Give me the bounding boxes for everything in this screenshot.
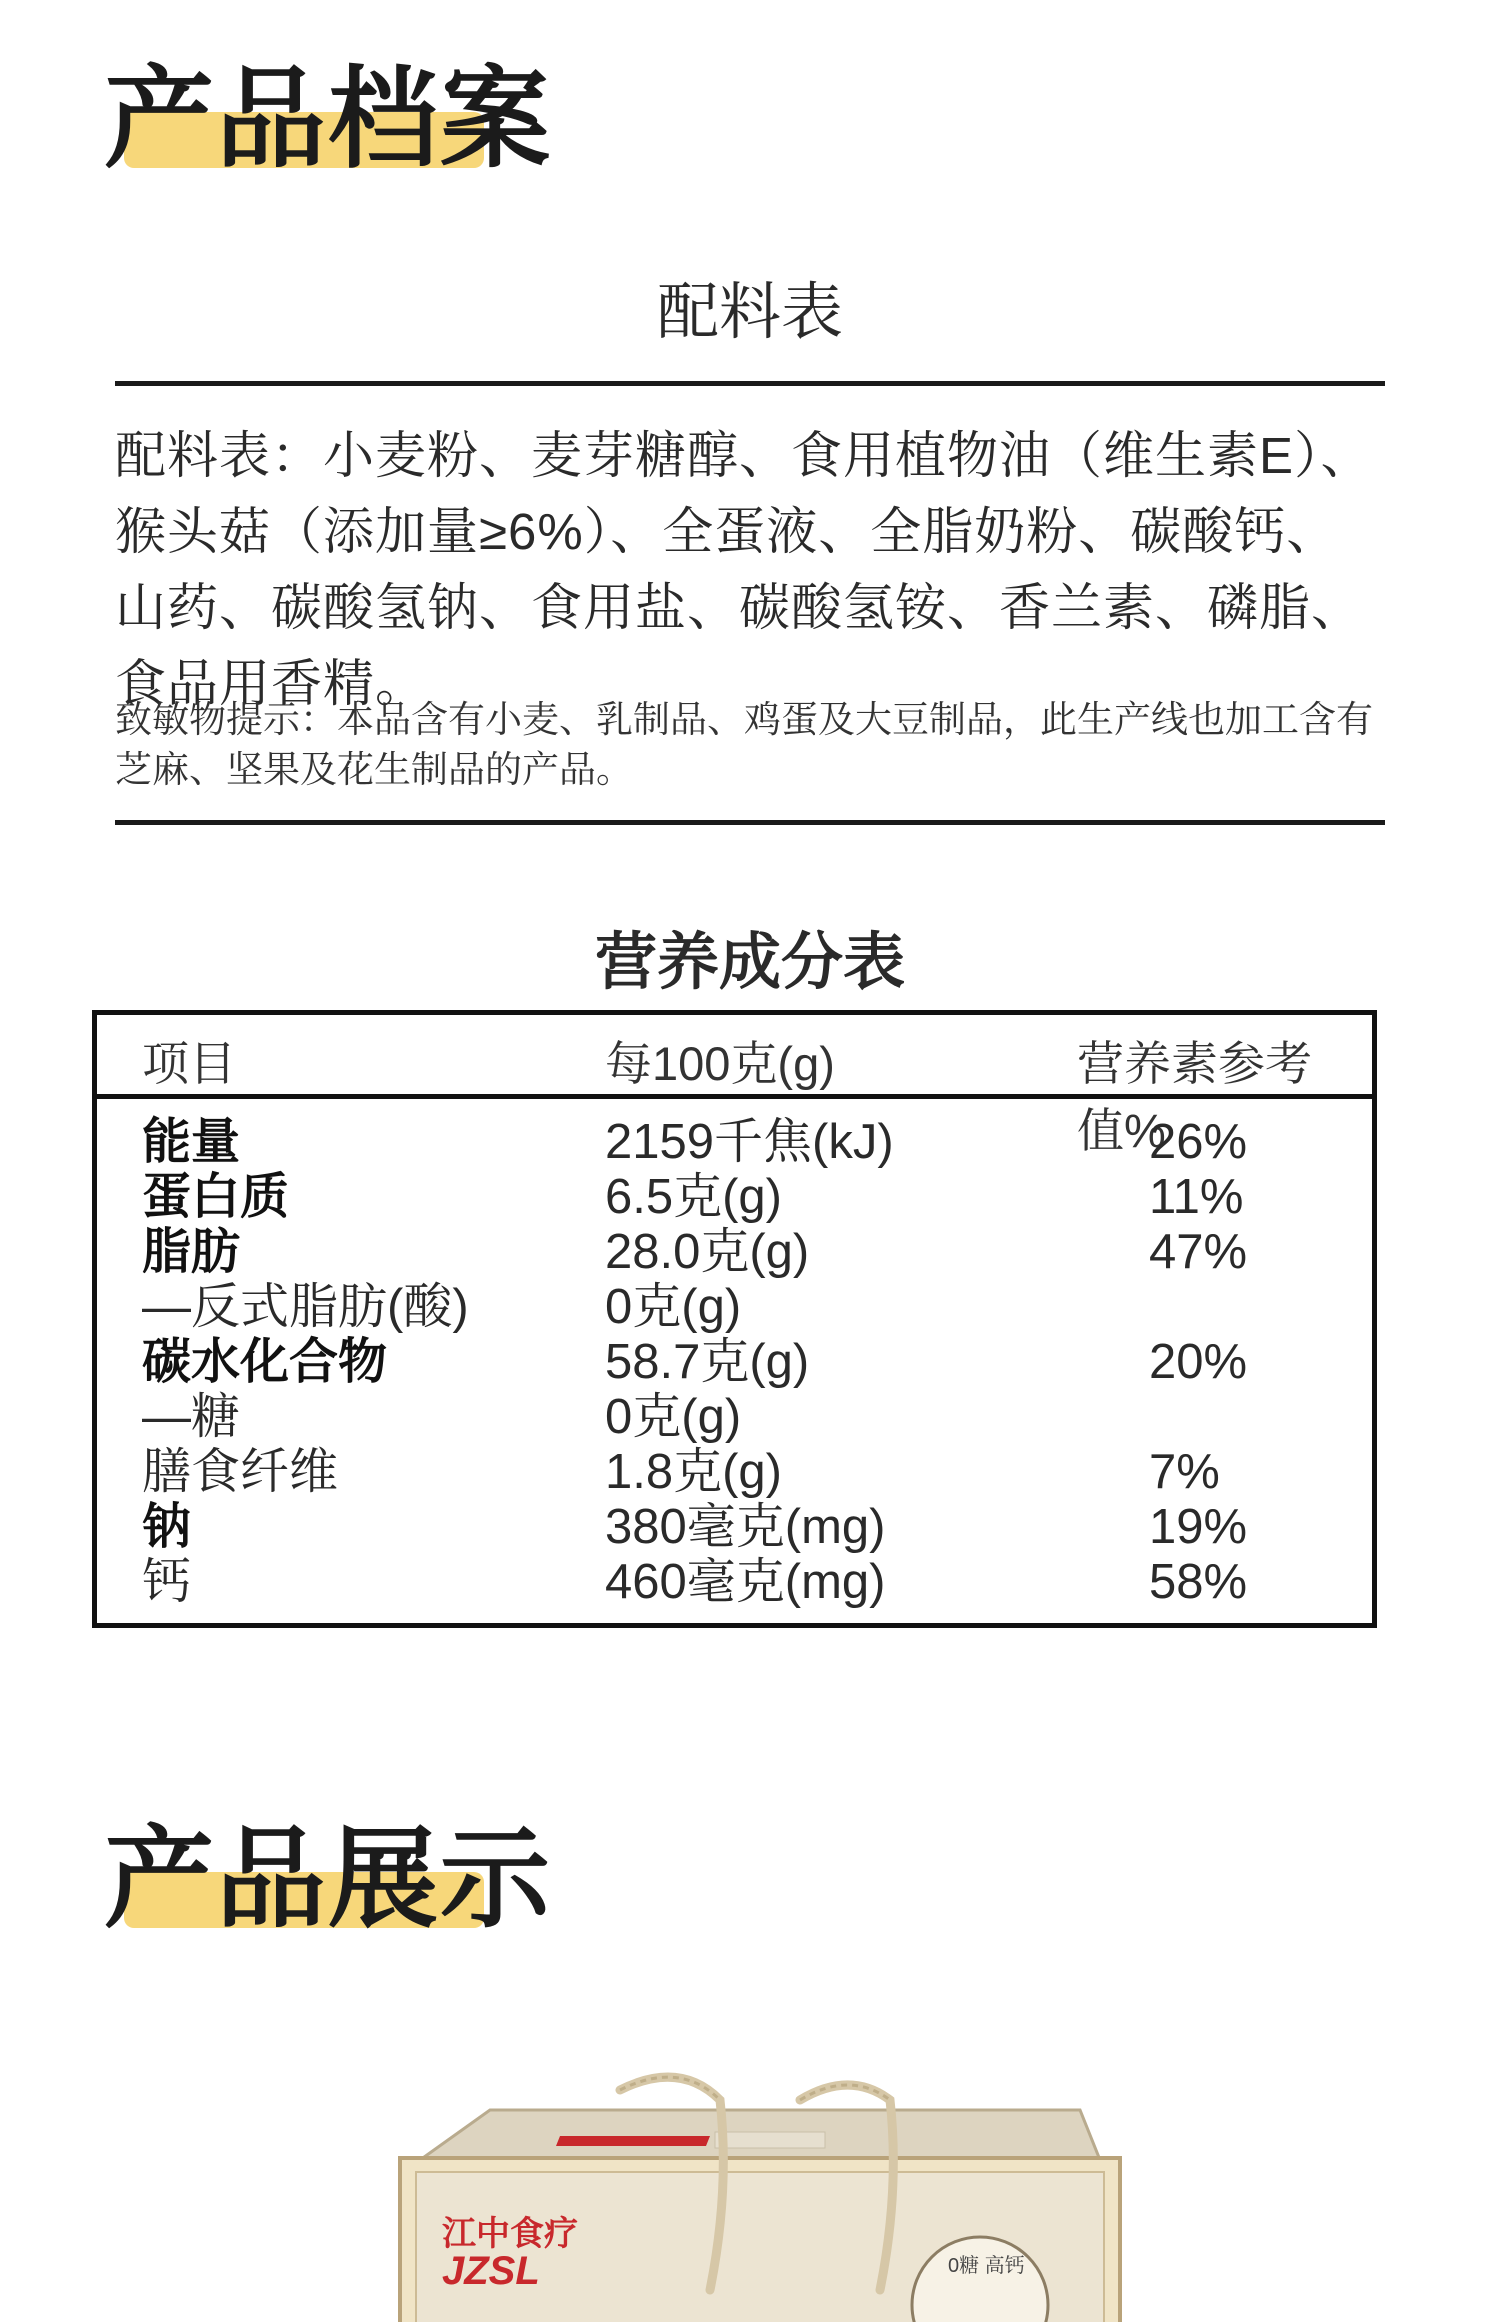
header-item: 项目 [142, 1037, 236, 1090]
row-value: 2159千焦(kJ) [605, 1115, 894, 1169]
section-title-text: 产品展示 [104, 1818, 552, 1941]
product-box-image [380, 2070, 1140, 2322]
row-value: 460毫克(mg) [605, 1555, 886, 1609]
row-name: 脂肪 [142, 1225, 241, 1279]
table-row [97, 1445, 1372, 1500]
table-row [97, 1335, 1372, 1390]
section-title-text: 产品档案 [104, 58, 552, 181]
brand-abbr-text: JZSL [442, 2249, 540, 2293]
header-per-100g: 每100克(g) [605, 1037, 835, 1090]
row-nrv: 58% [1149, 1555, 1248, 1609]
brand-name-text: 江中食疗 [442, 2215, 578, 2253]
row-nrv: 19% [1149, 1500, 1248, 1554]
row-name: —糖 [142, 1390, 241, 1444]
ingredients-text: 配料表：小麦粉、麦芽糖醇、食用植物油（维生素E）、猴头菇（添加量≥6%）、全蛋液、全脂奶粉、碳酸钙、山药、碳酸氢钠、食用盐、碳酸氢铵、香兰素、磷脂、食品用香精。 [115, 427, 1373, 712]
table-row [97, 1390, 1372, 1445]
row-name: 钙 [142, 1555, 192, 1609]
divider-bottom [115, 820, 1385, 825]
row-nrv: 7% [1149, 1445, 1220, 1499]
row-name: 钠 [142, 1500, 192, 1554]
row-value: 1.8克(g) [605, 1445, 783, 1499]
table-row [97, 1225, 1372, 1280]
row-nrv: 47% [1149, 1225, 1248, 1279]
row-name: 碳水化合物 [142, 1335, 388, 1389]
row-name: 膳食纤维 [142, 1445, 339, 1499]
badge-text: 0糖 高钙 [948, 2255, 1025, 2277]
section-title-product-archive [104, 50, 704, 190]
table-row [97, 1500, 1372, 1555]
allergen-notice: 致敏物提示：本品含有小麦、乳制品、鸡蛋及大豆制品，此生产线也加工含有芝麻、坚果及花生制品的产品。 [115, 699, 1373, 790]
ingredients-heading: 配料表 [656, 278, 843, 347]
row-nrv: 11% [1149, 1170, 1244, 1224]
row-value: 380毫克(mg) [605, 1500, 886, 1554]
row-name: 能量 [142, 1115, 241, 1169]
nutrition-table [92, 1010, 1377, 1628]
row-name: —反式脂肪(酸) [142, 1280, 469, 1334]
header-nrv: 营养素参考值% [1077, 1037, 1312, 1157]
nutrition-heading: 营养成分表 [594, 928, 905, 997]
divider-top [115, 381, 1385, 386]
table-row [97, 1280, 1372, 1335]
table-row [97, 1115, 1372, 1170]
row-value: 58.7克(g) [605, 1335, 810, 1389]
row-value: 0克(g) [605, 1280, 742, 1334]
table-row [97, 1555, 1372, 1610]
row-value: 6.5克(g) [605, 1170, 783, 1224]
table-row [97, 1170, 1372, 1225]
row-value: 28.0克(g) [605, 1225, 810, 1279]
row-nrv: 26% [1149, 1115, 1248, 1169]
row-name: 蛋白质 [142, 1170, 290, 1224]
section-title-product-display [104, 1810, 704, 1950]
row-value: 0克(g) [605, 1390, 742, 1444]
row-nrv: 20% [1149, 1335, 1248, 1389]
